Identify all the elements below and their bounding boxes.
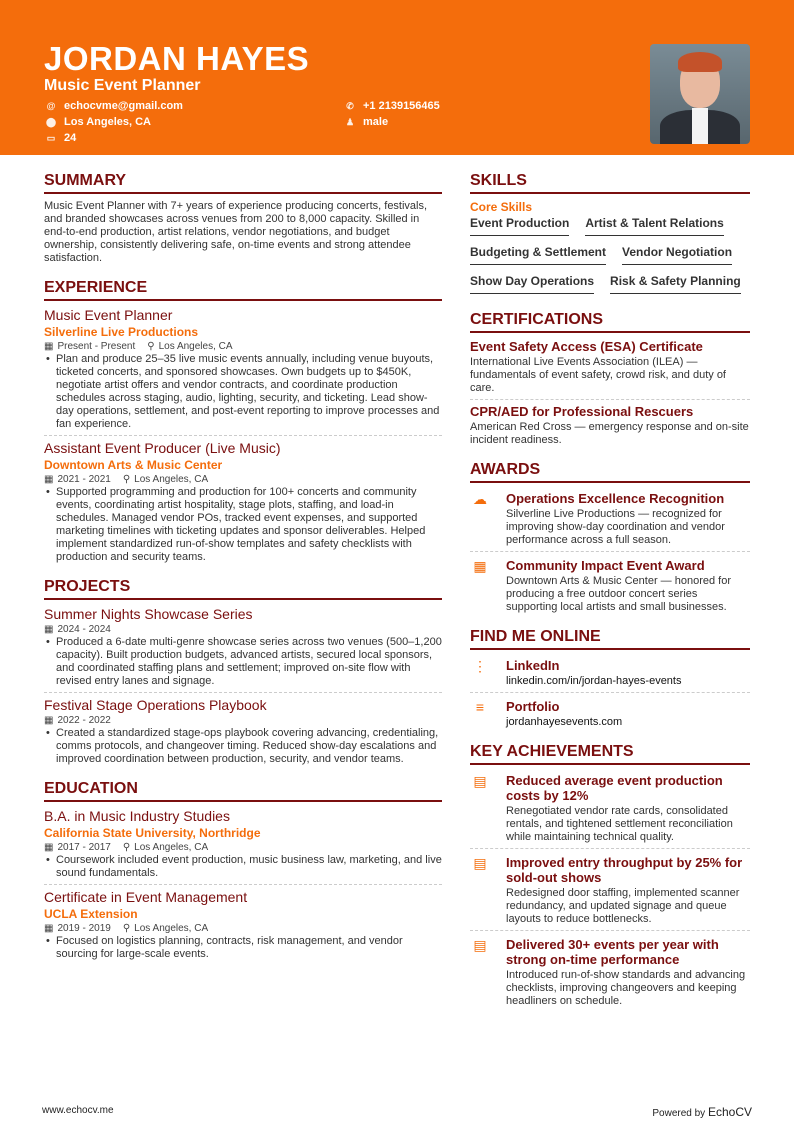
dates-text: 2019 - 2019 — [57, 923, 111, 934]
dates-text: 2024 - 2024 — [57, 624, 111, 635]
document-icon: ▤ — [473, 937, 487, 953]
education-section — [44, 780, 442, 961]
section-title: SUMMARY — [44, 172, 442, 194]
list-item — [470, 697, 750, 729]
location-text: Los Angeles, CA — [158, 341, 233, 352]
header — [0, 0, 794, 155]
dates-text: 2021 - 2021 — [57, 474, 111, 485]
divider — [470, 399, 750, 400]
entry-dates — [44, 842, 111, 853]
cert-text: American Red Cross — emergency response and on-site incident readiness. — [470, 421, 749, 446]
section-title: FIND ME ONLINE — [470, 628, 750, 650]
entry-organization: Downtown Arts & Music Center — [44, 458, 223, 472]
entry-location — [123, 474, 208, 485]
entry-title: Music Event Planner — [44, 307, 173, 323]
age-text: 24 — [64, 132, 77, 144]
entry-meta — [44, 624, 442, 635]
email-text: echocvme@gmail.com — [64, 100, 183, 112]
item-title: Improved entry throughput by 25% for sold-out shows — [506, 855, 743, 885]
pin-icon: ⚲ — [147, 341, 155, 352]
calendar-icon: ▦ — [44, 474, 54, 485]
item-body — [506, 935, 750, 1008]
item-text: Introduced run-of-show standards and advancing checklists, improving changeovers and keeping headliners on schedule. — [506, 969, 746, 1007]
entry-title: Festival Stage Operations Playbook — [44, 697, 267, 713]
location — [46, 116, 151, 128]
skill-tag: Budgeting & Settlement — [470, 245, 606, 265]
entry-location — [123, 923, 208, 934]
section-title: CERTIFICATIONS — [470, 311, 750, 333]
cert-title: CPR/AED for Professional Rescuers — [470, 404, 694, 419]
skills-section — [470, 172, 750, 297]
entry-bullet: • Focused on logistics planning, contracts, risk management, and vendor sourcing for large-scale events. — [44, 935, 442, 961]
pin-icon: ⚲ — [122, 474, 131, 485]
certifications-section — [470, 311, 750, 447]
list-item — [470, 935, 750, 1008]
phone-icon: ✆ — [346, 100, 354, 111]
skills-subtitle: Core Skills — [470, 200, 533, 214]
entry-dates — [44, 624, 111, 635]
gender — [345, 116, 388, 128]
location-text: Los Angeles, CA — [134, 474, 209, 485]
entry-title: Assistant Event Producer (Live Music) — [44, 440, 281, 456]
cert-text: International Live Events Association (ILEA) — fundamentals of event safety, crowd risk, and duty of care. — [470, 356, 726, 394]
entry-bullet: • Produced a 6-date multi-genre showcase series across two venues (500–1,200 capacity). Built production budgets, advanced artists, secured local sponsors, and coordinated staffing plans and settlement; improved on-site flow with revised entry lanes and signage. — [44, 636, 442, 688]
candidate-name: JORDAN HAYES — [44, 40, 310, 77]
calendar-icon: ▦ — [44, 624, 54, 635]
entry-organization: California State University, Northridge — [44, 826, 261, 840]
at-icon: @ — [46, 101, 56, 111]
section-title: SKILLS — [470, 172, 750, 194]
entry-location — [147, 341, 232, 352]
cert-title: Event Safety Access (ESA) Certificate — [470, 339, 703, 354]
dates-text: 2022 - 2022 — [57, 715, 111, 726]
list-item — [470, 853, 750, 926]
powered-label: Powered by — [652, 1108, 706, 1119]
projects-section — [44, 578, 442, 766]
item-body — [506, 656, 750, 688]
section-title: EDUCATION — [44, 780, 442, 802]
candidate-role: Music Event Planner — [44, 77, 201, 94]
location-text: Los Angeles, CA — [134, 923, 209, 934]
phone[interactable] — [345, 100, 440, 112]
awards-section — [470, 461, 750, 614]
email[interactable] — [46, 100, 183, 112]
location-text: Los Angeles, CA — [134, 842, 209, 853]
skills-list — [470, 216, 750, 297]
phone-text: +1 2139156465 — [363, 100, 440, 112]
item-title: Reduced average event production costs by 12% — [506, 773, 723, 803]
divider — [470, 692, 750, 693]
summary-text: Music Event Planner with 7+ years of experience producing concerts, festivals, and branded showcases across venues from 200 to 8,000 capacity. Skilled in end-to-end production, artist relations, vendor negotiations, and budget ownership, consistently delivering safe, on-time events and strong attendee satisfaction. — [44, 200, 428, 264]
item-body — [506, 556, 750, 614]
item-title: Community Impact Event Award — [506, 558, 705, 573]
item-text: jordanhayesevents.com — [506, 716, 623, 728]
list-item — [470, 556, 750, 614]
entry-dates — [44, 715, 111, 726]
lines-icon: ≡ — [475, 699, 485, 715]
calendar-icon: ▦ — [44, 341, 54, 352]
divider — [470, 930, 750, 931]
section-title: EXPERIENCE — [44, 279, 442, 301]
list-item — [470, 656, 750, 688]
item-body — [506, 853, 750, 926]
list-item — [470, 771, 750, 844]
entry-meta — [44, 715, 442, 726]
pin-icon: ⚲ — [122, 842, 131, 853]
calendar-icon: ▦ — [44, 715, 54, 726]
item-body — [506, 697, 750, 729]
entry-bullet: • Supported programming and production for 100+ concerts and community events, coordinating artist hospitality, stage plots, staffing, and load-in schedules. Managed vendor POs, tracked event expenses, and supported marketing timelines with ticketing updates and sponsor deliverables. Helped implement standardized run-of-show templates and safety checklists with production and security teams. — [44, 486, 442, 564]
entry-title: Summer Nights Showcase Series — [44, 606, 253, 622]
section-title: KEY ACHIEVEMENTS — [470, 743, 750, 765]
item-text: Silverline Live Productions — recognized for improving show-day coordination and vendor performance across a full season. — [506, 508, 725, 546]
gender-text: male — [363, 116, 389, 128]
entry-bullet: • Plan and produce 25–35 live music events annually, including venue buyouts, ticketed concerts, and sponsored showcases. Own budgets up to $450K, negotiate artist offers and vendor contracts, and coordinate production schedules across staging, audio, lighting, security, and ticketing. Lead show-day operations, settlement, and post-event reporting to improve processes and fan experience. — [44, 353, 442, 431]
entry-dates — [44, 474, 111, 485]
item-title: Operations Excellence Recognition — [506, 491, 725, 506]
brand-logo: EchoCV — [707, 1105, 752, 1119]
item-text: Downtown Arts & Music Center — honored for producing a free outdoor concert series supporting local artists and small businesses. — [506, 575, 731, 613]
item-body — [506, 489, 750, 547]
item-title: Delivered 30+ events per year with strong on-time performance — [506, 937, 719, 967]
list-item — [470, 489, 750, 547]
user-icon: ♟ — [345, 116, 355, 127]
item-title: LinkedIn — [506, 658, 560, 673]
achievements-section — [470, 743, 750, 1008]
entry-dates — [44, 923, 111, 934]
entry-title: Certificate in Event Management — [44, 889, 248, 905]
divider — [44, 435, 442, 436]
right-column — [470, 172, 750, 1022]
pin-icon: ⬤ — [46, 116, 57, 127]
entry-meta — [44, 842, 442, 853]
entry-organization: UCLA Extension — [44, 907, 138, 921]
footer-powered — [652, 1105, 752, 1119]
document-icon: ▤ — [473, 773, 487, 789]
pin-icon: ⚲ — [122, 923, 131, 934]
summary-section — [44, 172, 442, 265]
calendar-icon: ▦ — [44, 923, 54, 934]
profile-photo — [650, 44, 750, 144]
entry-dates — [44, 341, 135, 352]
section-title: PROJECTS — [44, 578, 442, 600]
divider — [470, 551, 750, 552]
age — [46, 132, 76, 144]
entry-meta — [44, 474, 442, 485]
section-title: AWARDS — [470, 461, 750, 483]
cloud-icon: ☁ — [473, 491, 487, 507]
footer-website[interactable]: www.echocv.me — [42, 1105, 114, 1116]
calendar-icon: ▦ — [44, 842, 54, 853]
divider — [470, 848, 750, 849]
calendar-icon: ▭ — [46, 132, 56, 143]
left-column — [44, 172, 442, 975]
skill-tag: Vendor Negotiation — [622, 245, 732, 265]
entry-bullet: • Coursework included event production, music business law, marketing, and live sound fundamentals. — [44, 854, 442, 880]
entry-title: B.A. in Music Industry Studies — [44, 808, 230, 824]
dates-text: 2017 - 2017 — [57, 842, 111, 853]
skill-tag: Risk & Safety Planning — [610, 274, 741, 294]
online-section — [470, 628, 750, 729]
item-text: Renegotiated vendor rate cards, consolidated rentals, and tightened settlement reconciliation while maintaining technical quality. — [506, 805, 733, 843]
skill-tag: Show Day Operations — [470, 274, 594, 294]
document-icon: ▤ — [473, 855, 487, 871]
entry-organization: Silverline Live Productions — [44, 325, 199, 339]
item-text: linkedin.com/in/jordan-hayes-events — [506, 675, 682, 687]
item-title: Portfolio — [506, 699, 560, 714]
location-text: Los Angeles, CA — [64, 116, 151, 128]
dots-icon: ⋮ — [473, 658, 487, 674]
skill-tag: Event Production — [470, 216, 569, 236]
building-icon: ▦ — [473, 558, 487, 574]
experience-section — [44, 279, 442, 564]
dates-text: Present - Present — [57, 341, 136, 352]
entry-meta — [44, 341, 442, 352]
skill-tag: Artist & Talent Relations — [585, 216, 723, 236]
divider — [44, 884, 442, 885]
item-body — [506, 771, 750, 844]
entry-meta — [44, 923, 442, 934]
entry-bullet: • Created a standardized stage-ops playbook covering advancing, credentialing, comms protocols, and changeover timing. Reduced show-day escalations and improved coordination between production, security, and vendor teams. — [44, 727, 442, 766]
entry-location — [123, 842, 208, 853]
item-text: Redesigned door staffing, implemented scanner redundancy, and updated signage and queue layouts to reduce bottlenecks. — [506, 887, 740, 925]
divider — [44, 692, 442, 693]
